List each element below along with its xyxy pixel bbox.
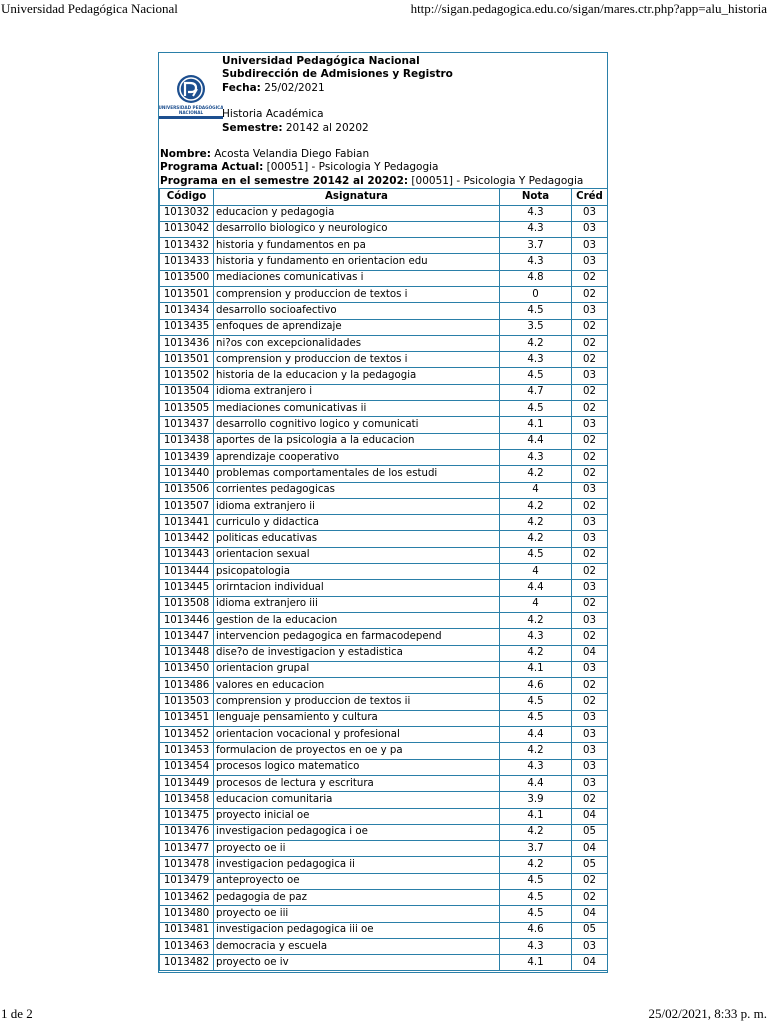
header-text bbox=[222, 55, 453, 135]
table-row bbox=[160, 482, 608, 498]
cell-grade: 4.5 bbox=[500, 368, 572, 384]
table-row bbox=[160, 841, 608, 857]
cell-subject: formulacion de proyectos en oe y pa bbox=[214, 743, 500, 759]
table-row bbox=[160, 922, 608, 938]
cell-code: 1013444 bbox=[160, 564, 214, 580]
cell-grade: 4.1 bbox=[500, 955, 572, 971]
cell-subject: mediaciones comunicativas i bbox=[214, 270, 500, 286]
cell-subject: desarrollo biologico y neurologico bbox=[214, 221, 500, 237]
cell-grade: 4.5 bbox=[500, 889, 572, 905]
cell-code: 1013447 bbox=[160, 629, 214, 645]
cell-credits: 04 bbox=[572, 906, 608, 922]
logo-text: UNIVERSIDAD PEDAGÓGICA bbox=[159, 105, 223, 110]
table-row bbox=[160, 824, 608, 840]
cell-subject: procesos de lectura y escritura bbox=[214, 775, 500, 791]
cell-grade: 4.2 bbox=[500, 612, 572, 628]
cell-grade: 4.4 bbox=[500, 727, 572, 743]
cell-code: 1013482 bbox=[160, 955, 214, 971]
cell-credits: 03 bbox=[572, 205, 608, 221]
table-row bbox=[160, 319, 608, 335]
cell-grade: 4.5 bbox=[500, 873, 572, 889]
cell-subject: investigacion pedagogica iii oe bbox=[214, 922, 500, 938]
cell-subject: procesos logico matematico bbox=[214, 759, 500, 775]
cell-grade: 4.3 bbox=[500, 629, 572, 645]
cell-grade: 4.4 bbox=[500, 775, 572, 791]
student-name-value: Acosta Velandia Diego Fabian bbox=[210, 148, 370, 160]
table-row bbox=[160, 743, 608, 759]
cell-credits: 03 bbox=[572, 417, 608, 433]
cell-subject: idioma extranjero i bbox=[214, 384, 500, 400]
table-row bbox=[160, 596, 608, 612]
table-row bbox=[160, 580, 608, 596]
cell-grade: 4.6 bbox=[500, 678, 572, 694]
cell-code: 1013463 bbox=[160, 938, 214, 954]
semester-line bbox=[222, 122, 453, 135]
cell-grade: 4.5 bbox=[500, 710, 572, 726]
cell-code: 1013506 bbox=[160, 482, 214, 498]
page-counter: 1 de 2 bbox=[1, 1006, 33, 1021]
semester-value: 20142 al 20202 bbox=[282, 121, 369, 134]
cell-code: 1013502 bbox=[160, 368, 214, 384]
table-row bbox=[160, 694, 608, 710]
print-url[interactable]: http://sigan.pedagogica.edu.co/sigan/mares.ctr.php?app=alu_historia bbox=[410, 1, 767, 16]
table-row bbox=[160, 287, 608, 303]
cell-credits: 03 bbox=[572, 612, 608, 628]
cell-grade: 4 bbox=[500, 596, 572, 612]
cell-grade: 4.2 bbox=[500, 857, 572, 873]
cell-grade: 4.4 bbox=[500, 433, 572, 449]
table-row bbox=[160, 205, 608, 221]
table-row bbox=[160, 857, 608, 873]
cell-credits: 03 bbox=[572, 743, 608, 759]
cell-subject: corrientes pedagogicas bbox=[214, 482, 500, 498]
cell-subject: desarrollo socioafectivo bbox=[214, 303, 500, 319]
cell-credits: 03 bbox=[572, 303, 608, 319]
table-row bbox=[160, 221, 608, 237]
cell-code: 1013437 bbox=[160, 417, 214, 433]
cell-subject: enfoques de aprendizaje bbox=[214, 319, 500, 335]
cell-credits: 02 bbox=[572, 564, 608, 580]
cell-grade: 4.7 bbox=[500, 384, 572, 400]
table-row bbox=[160, 433, 608, 449]
cell-code: 1013441 bbox=[160, 515, 214, 531]
column-header-code: Código bbox=[160, 189, 214, 205]
cell-code: 1013486 bbox=[160, 678, 214, 694]
cell-subject: ni?os con excepcionalidades bbox=[214, 335, 500, 351]
table-row bbox=[160, 873, 608, 889]
cell-subject: historia y fundamento en orientacion edu bbox=[214, 254, 500, 270]
cell-grade: 4.1 bbox=[500, 417, 572, 433]
cell-subject: educacion comunitaria bbox=[214, 792, 500, 808]
cell-code: 1013443 bbox=[160, 547, 214, 563]
table-row bbox=[160, 955, 608, 971]
cell-credits: 03 bbox=[572, 254, 608, 270]
cell-code: 1013501 bbox=[160, 287, 214, 303]
print-page-title: Universidad Pedagógica Nacional bbox=[1, 1, 178, 16]
cell-credits: 03 bbox=[572, 727, 608, 743]
cell-credits: 04 bbox=[572, 955, 608, 971]
cell-credits: 02 bbox=[572, 352, 608, 368]
cell-credits: 02 bbox=[572, 678, 608, 694]
cell-subject: idioma extranjero ii bbox=[214, 498, 500, 514]
student-name-label: Nombre: bbox=[160, 148, 211, 160]
date-label: Fecha: bbox=[222, 81, 261, 94]
cell-credits: 05 bbox=[572, 857, 608, 873]
current-program-line bbox=[160, 161, 607, 174]
cell-subject: investigacion pedagogica ii bbox=[214, 857, 500, 873]
university-name: Universidad Pedagógica Nacional bbox=[222, 55, 420, 67]
cell-credits: 03 bbox=[572, 221, 608, 237]
cell-credits: 02 bbox=[572, 384, 608, 400]
table-row bbox=[160, 384, 608, 400]
cell-subject: curriculo y didactica bbox=[214, 515, 500, 531]
cell-subject: orirntacion individual bbox=[214, 580, 500, 596]
cell-credits: 02 bbox=[572, 498, 608, 514]
column-header-credits: Créd bbox=[572, 189, 608, 205]
cell-grade: 4.3 bbox=[500, 449, 572, 465]
period-program-label: Programa en el semestre 20142 al 20202: bbox=[160, 174, 409, 187]
sheet-header bbox=[159, 53, 607, 141]
cell-code: 1013032 bbox=[160, 205, 214, 221]
cell-grade: 4.1 bbox=[500, 808, 572, 824]
cell-code: 1013453 bbox=[160, 743, 214, 759]
cell-subject: mediaciones comunicativas ii bbox=[214, 401, 500, 417]
cell-code: 1013454 bbox=[160, 759, 214, 775]
cell-grade: 4.1 bbox=[500, 661, 572, 677]
cell-subject: intervencion pedagogica en farmacodepend bbox=[214, 629, 500, 645]
cell-code: 1013448 bbox=[160, 645, 214, 661]
cell-subject: psicopatologia bbox=[214, 564, 500, 580]
cell-code: 1013432 bbox=[160, 238, 214, 254]
cell-code: 1013449 bbox=[160, 775, 214, 791]
cell-subject: valores en educacion bbox=[214, 678, 500, 694]
cell-subject: desarrollo cognitivo logico y comunicati bbox=[214, 417, 500, 433]
period-program-value: [00051] - Psicologia Y Pedagogia bbox=[408, 174, 584, 187]
table-row bbox=[160, 368, 608, 384]
cell-code: 1013433 bbox=[160, 254, 214, 270]
cell-subject: orientacion vocacional y profesional bbox=[214, 727, 500, 743]
table-row bbox=[160, 645, 608, 661]
table-row bbox=[160, 270, 608, 286]
print-header bbox=[0, 0, 768, 18]
table-row bbox=[160, 352, 608, 368]
cell-grade: 4 bbox=[500, 482, 572, 498]
cell-code: 1013504 bbox=[160, 384, 214, 400]
cell-credits: 05 bbox=[572, 922, 608, 938]
cell-code: 1013442 bbox=[160, 531, 214, 547]
cell-subject: orientacion sexual bbox=[214, 547, 500, 563]
cell-code: 1013505 bbox=[160, 401, 214, 417]
cell-grade: 4.3 bbox=[500, 221, 572, 237]
cell-subject: educacion y pedagogia bbox=[214, 205, 500, 221]
cell-code: 1013436 bbox=[160, 335, 214, 351]
student-info bbox=[159, 148, 607, 188]
cell-credits: 02 bbox=[572, 466, 608, 482]
table-row bbox=[160, 759, 608, 775]
cell-grade: 4.6 bbox=[500, 922, 572, 938]
cell-grade: 4.4 bbox=[500, 580, 572, 596]
cell-code: 1013503 bbox=[160, 694, 214, 710]
cell-code: 1013479 bbox=[160, 873, 214, 889]
cell-subject: comprension y produccion de textos ii bbox=[214, 694, 500, 710]
table-row bbox=[160, 661, 608, 677]
column-header-subject: Asignatura bbox=[214, 189, 500, 205]
cell-credits: 02 bbox=[572, 433, 608, 449]
table-row bbox=[160, 466, 608, 482]
cell-code: 1013450 bbox=[160, 661, 214, 677]
cell-credits: 03 bbox=[572, 238, 608, 254]
cell-subject: historia de la educacion y la pedagogia bbox=[214, 368, 500, 384]
cell-grade: 4.3 bbox=[500, 352, 572, 368]
student-name-line bbox=[160, 148, 607, 161]
cell-grade: 4.5 bbox=[500, 303, 572, 319]
office-name: Subdirección de Admisiones y Registro bbox=[222, 68, 453, 81]
period-program-line bbox=[160, 175, 607, 188]
cell-subject: investigacion pedagogica i oe bbox=[214, 824, 500, 840]
table-row bbox=[160, 889, 608, 905]
table-row bbox=[160, 335, 608, 351]
cell-credits: 03 bbox=[572, 775, 608, 791]
cell-credits: 02 bbox=[572, 792, 608, 808]
cell-code: 1013477 bbox=[160, 841, 214, 857]
cell-subject: problemas comportamentales de los estudi bbox=[214, 466, 500, 482]
grades-table-body bbox=[160, 205, 608, 971]
grades-table-header bbox=[160, 189, 608, 205]
date-line bbox=[222, 82, 453, 95]
cell-grade: 4.3 bbox=[500, 759, 572, 775]
cell-code: 1013458 bbox=[160, 792, 214, 808]
table-row bbox=[160, 938, 608, 954]
cell-credits: 02 bbox=[572, 889, 608, 905]
cell-subject: proyecto inicial oe bbox=[214, 808, 500, 824]
cell-subject: aprendizaje cooperativo bbox=[214, 449, 500, 465]
table-row bbox=[160, 775, 608, 791]
table-row bbox=[160, 678, 608, 694]
current-program-label: Programa Actual: bbox=[160, 161, 264, 174]
cell-code: 1013451 bbox=[160, 710, 214, 726]
table-row bbox=[160, 906, 608, 922]
table-row bbox=[160, 531, 608, 547]
cell-code: 1013478 bbox=[160, 857, 214, 873]
cell-subject: proyecto oe iv bbox=[214, 955, 500, 971]
cell-credits: 03 bbox=[572, 515, 608, 531]
table-row bbox=[160, 417, 608, 433]
cell-grade: 4.2 bbox=[500, 531, 572, 547]
cell-subject: orientacion grupal bbox=[214, 661, 500, 677]
cell-grade: 4.3 bbox=[500, 254, 572, 270]
cell-credits: 02 bbox=[572, 287, 608, 303]
cell-credits: 03 bbox=[572, 938, 608, 954]
cell-credits: 02 bbox=[572, 401, 608, 417]
cell-grade: 4.5 bbox=[500, 547, 572, 563]
cell-credits: 02 bbox=[572, 335, 608, 351]
table-row bbox=[160, 401, 608, 417]
cell-subject: comprension y produccion de textos i bbox=[214, 287, 500, 303]
cell-credits: 02 bbox=[572, 270, 608, 286]
cell-grade: 0 bbox=[500, 287, 572, 303]
cell-grade: 4.2 bbox=[500, 824, 572, 840]
cell-subject: lenguaje pensamiento y cultura bbox=[214, 710, 500, 726]
university-logo-icon bbox=[159, 72, 223, 124]
cell-credits: 03 bbox=[572, 580, 608, 596]
print-timestamp: 25/02/2021, 8:33 p. m. bbox=[648, 1006, 767, 1021]
cell-credits: 04 bbox=[572, 808, 608, 824]
document-title: Historia Académica bbox=[222, 108, 324, 121]
cell-code: 1013507 bbox=[160, 498, 214, 514]
cell-code: 1013476 bbox=[160, 824, 214, 840]
cell-grade: 4.2 bbox=[500, 743, 572, 759]
cell-credits: 03 bbox=[572, 759, 608, 775]
cell-credits: 02 bbox=[572, 694, 608, 710]
cell-credits: 02 bbox=[572, 547, 608, 563]
cell-code: 1013481 bbox=[160, 922, 214, 938]
cell-grade: 4.5 bbox=[500, 401, 572, 417]
cell-grade: 4.3 bbox=[500, 938, 572, 954]
print-footer bbox=[0, 1004, 768, 1024]
cell-credits: 03 bbox=[572, 710, 608, 726]
cell-grade: 4.2 bbox=[500, 515, 572, 531]
table-row bbox=[160, 564, 608, 580]
table-row bbox=[160, 808, 608, 824]
cell-code: 1013500 bbox=[160, 270, 214, 286]
cell-grade: 3.7 bbox=[500, 238, 572, 254]
table-row bbox=[160, 792, 608, 808]
cell-subject: gestion de la educacion bbox=[214, 612, 500, 628]
cell-credits: 03 bbox=[572, 531, 608, 547]
cell-code: 1013501 bbox=[160, 352, 214, 368]
cell-code: 1013439 bbox=[160, 449, 214, 465]
current-program-value: [00051] - Psicologia Y Pedagogia bbox=[263, 161, 439, 174]
table-row bbox=[160, 612, 608, 628]
cell-credits: 02 bbox=[572, 873, 608, 889]
cell-subject: aportes de la psicologia a la educacion bbox=[214, 433, 500, 449]
cell-code: 1013438 bbox=[160, 433, 214, 449]
cell-grade: 3.9 bbox=[500, 792, 572, 808]
svg-text:NACIONAL: NACIONAL bbox=[178, 110, 204, 115]
cell-credits: 03 bbox=[572, 661, 608, 677]
cell-code: 1013445 bbox=[160, 580, 214, 596]
cell-credits: 03 bbox=[572, 368, 608, 384]
cell-credits: 04 bbox=[572, 841, 608, 857]
semester-label: Semestre: bbox=[222, 121, 283, 134]
cell-credits: 05 bbox=[572, 824, 608, 840]
cell-grade: 4.3 bbox=[500, 205, 572, 221]
cell-subject: historia y fundamentos en pa bbox=[214, 238, 500, 254]
cell-code: 1013435 bbox=[160, 319, 214, 335]
cell-grade: 4.2 bbox=[500, 645, 572, 661]
cell-code: 1013452 bbox=[160, 727, 214, 743]
cell-grade: 4.2 bbox=[500, 466, 572, 482]
table-row bbox=[160, 303, 608, 319]
table-row bbox=[160, 238, 608, 254]
cell-code: 1013440 bbox=[160, 466, 214, 482]
cell-subject: proyecto oe iii bbox=[214, 906, 500, 922]
cell-subject: anteproyecto oe bbox=[214, 873, 500, 889]
cell-subject: idioma extranjero iii bbox=[214, 596, 500, 612]
cell-credits: 04 bbox=[572, 645, 608, 661]
academic-history-sheet bbox=[158, 52, 608, 973]
cell-grade: 4.2 bbox=[500, 335, 572, 351]
table-row bbox=[160, 727, 608, 743]
cell-grade: 4.5 bbox=[500, 694, 572, 710]
cell-subject: dise?o de investigacion y estadistica bbox=[214, 645, 500, 661]
cell-credits: 02 bbox=[572, 629, 608, 645]
cell-credits: 02 bbox=[572, 449, 608, 465]
cell-code: 1013434 bbox=[160, 303, 214, 319]
cell-code: 1013508 bbox=[160, 596, 214, 612]
table-row bbox=[160, 515, 608, 531]
table-row bbox=[160, 710, 608, 726]
cell-credits: 03 bbox=[572, 482, 608, 498]
cell-credits: 02 bbox=[572, 319, 608, 335]
cell-grade: 4.5 bbox=[500, 906, 572, 922]
table-row bbox=[160, 547, 608, 563]
cell-code: 1013480 bbox=[160, 906, 214, 922]
table-row bbox=[160, 449, 608, 465]
column-header-grade: Nota bbox=[500, 189, 572, 205]
cell-subject: proyecto oe ii bbox=[214, 841, 500, 857]
cell-grade: 4.2 bbox=[500, 498, 572, 514]
cell-grade: 4.8 bbox=[500, 270, 572, 286]
cell-grade: 4 bbox=[500, 564, 572, 580]
cell-credits: 02 bbox=[572, 596, 608, 612]
date-value: 25/02/2021 bbox=[260, 81, 325, 94]
table-row bbox=[160, 254, 608, 270]
cell-code: 1013462 bbox=[160, 889, 214, 905]
cell-subject: politicas educativas bbox=[214, 531, 500, 547]
table-row bbox=[160, 498, 608, 514]
cell-code: 1013446 bbox=[160, 612, 214, 628]
grades-table bbox=[159, 188, 608, 971]
cell-code: 1013042 bbox=[160, 221, 214, 237]
table-row bbox=[160, 629, 608, 645]
cell-grade: 3.5 bbox=[500, 319, 572, 335]
cell-subject: comprension y produccion de textos i bbox=[214, 352, 500, 368]
cell-subject: pedagogia de paz bbox=[214, 889, 500, 905]
cell-grade: 3.7 bbox=[500, 841, 572, 857]
cell-code: 1013475 bbox=[160, 808, 214, 824]
cell-subject: democracia y escuela bbox=[214, 938, 500, 954]
